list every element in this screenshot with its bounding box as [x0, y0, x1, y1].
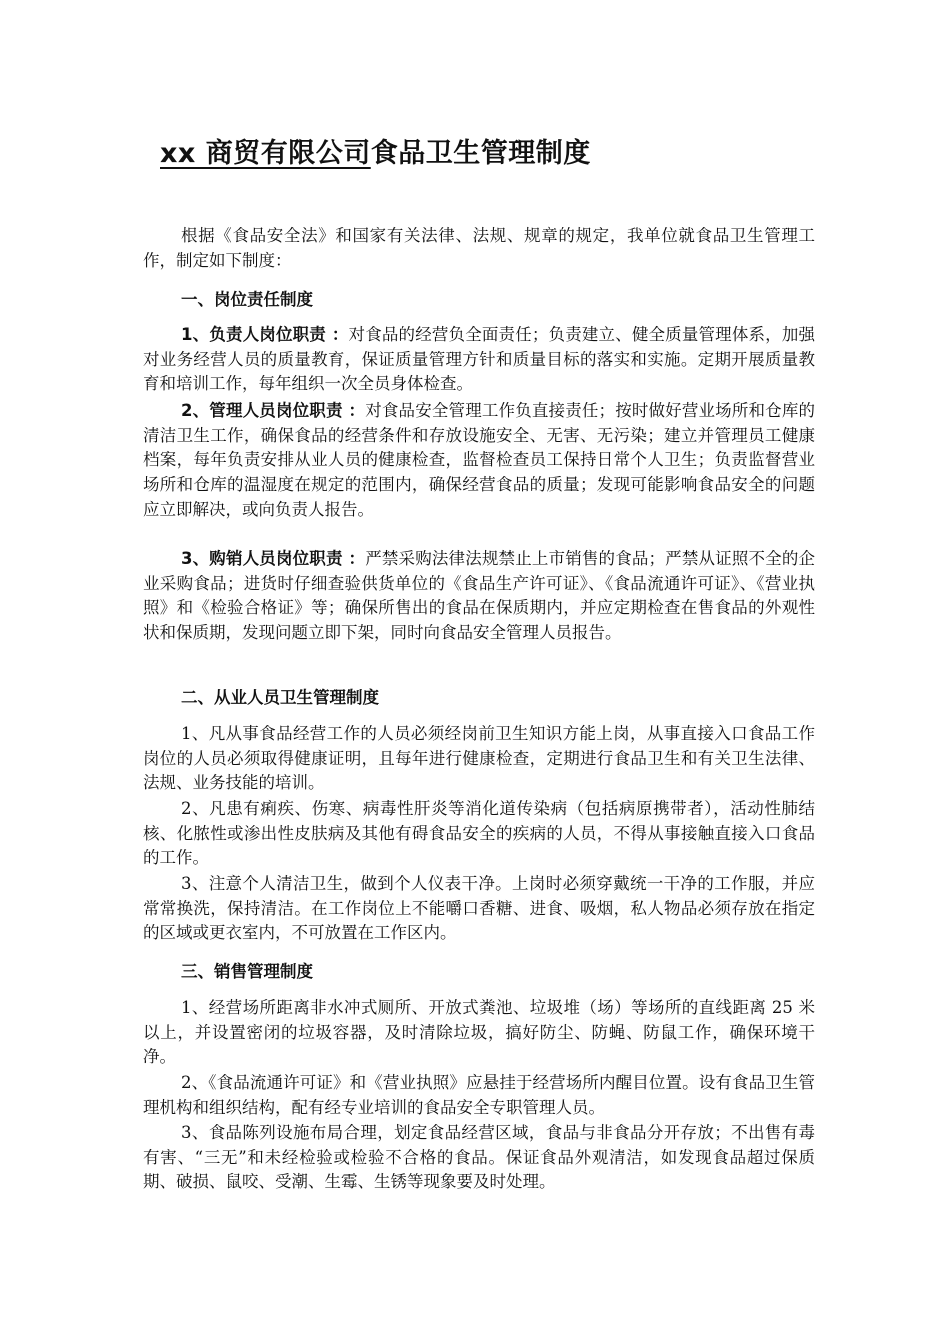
paragraph-3-3: 3、食品陈列设施布局合理，划定食品经营区域，食品与非食品分开存放；不出售有毒有害、“三无”和未经检验或检验不合格的食品。保证食品外观清洁，如发现食品超过保质期、破损、鼠咬、受潮、生霉、生锈等现象要及时处理。 — [143, 1123, 815, 1192]
paragraph-2-1: 1、凡从事食品经营工作的人员必须经岗前卫生知识方能上岗，从事直接入口食品工作岗位的人员必须取得健康证明，且每年进行健康检查，定期进行食品卫生和有关卫生法律、法规、业务技能的培训。 — [143, 724, 815, 793]
paragraph-3-2: 2、《食品流通许可证》和《营业执照》应悬挂于经营场所内醒目位置。设有食品卫生管理机构和组织结构，配有经专业培训的食品安全专职管理人员。 — [143, 1073, 815, 1117]
paragraph-2-2: 2、凡患有痢疾、伤寒、病毒性肝炎等消化道传染病（包括病原携带者），活动性肺结核、化脓性或渗出性皮肤病及其他有碍食品安全的疾病的人员，不得从事接触直接入口食品的工作。 — [143, 799, 815, 868]
item-label: 2、管理人员岗位职责 ： — [181, 401, 366, 420]
item-label: 3、购销人员岗位职责 ： — [181, 549, 366, 568]
paragraph-1-1 — [143, 323, 815, 397]
item-label: 1、负责人岗位职责 ： — [181, 325, 349, 344]
paragraph-2-3: 3、注意个人清洁卫生，做到个人仪表干净。上岗时必须穿戴统一干净的工作服，并应常常换洗，保持清洁。在工作岗位上不能嚼口香糖、进食、吸烟，私人物品必须存放在指定的区域或更衣室内，不可放置在工作区内。 — [143, 874, 815, 943]
title-company: xx 商贸有限公司 — [160, 138, 371, 169]
document-title — [160, 131, 591, 170]
paragraph-1-3 — [143, 547, 815, 646]
section-heading-2: 二、从业人员卫生管理制度 — [181, 688, 379, 707]
section-heading-1: 一、岗位责任制度 — [181, 290, 313, 309]
paragraph-1-2 — [143, 399, 815, 523]
item-text: 对食品安全管理工作负直接责任；按时做好营业场所和仓库的清洁卫生工作，确保食品的经营条件和存放设施安全、无害、无污染；建立并管理员工健康档案，每年负责安排从业人员的健康检查，监督检查员工保持日常个人卫生；负责监督营业场所和仓库的温湿度在规定的范围内，确保经营食品的质量；发现可能影响食品安全的问题应立即解决，或向负责人报告。 — [143, 401, 816, 519]
title-rest: 食品卫生管理制度 — [370, 138, 591, 169]
item-text: 严禁采购法律法规禁止上市销售的食品；严禁从证照不全的企业采购食品；进货时仔细查验供货单位的《食品生产许可证》、《食品流通许可证》、《营业执照》和《检验合格证》等；确保所售出的食品在保质期内，并应定期检查在售食品的外观性状和保质期，发现问题立即下架，同时向食品安全管理人员报告。 — [143, 549, 816, 643]
intro-paragraph: 根据《食品安全法》和国家有关法律、法规、规章的规定，我单位就食品卫生管理工作，制定如下制度： — [143, 226, 815, 270]
item-text: 对食品的经营负全面责任；负责建立、健全质量管理体系，加强对业务经营人员的质量教育，保证质量管理方针和质量目标的落实和实施。定期开展质量教育和培训工作，每年组织一次全员身体检查。 — [143, 325, 815, 394]
paragraph-3-1: 1、经营场所距离非水冲式厕所、开放式粪池、垃圾堆（场）等场所的直线距离 25 米以上，并设置密闭的垃圾容器，及时清除垃圾，搞好防尘、防蝇、防鼠工作，确保环境干净。 — [143, 998, 815, 1067]
section-heading-3: 三、销售管理制度 — [181, 962, 313, 981]
